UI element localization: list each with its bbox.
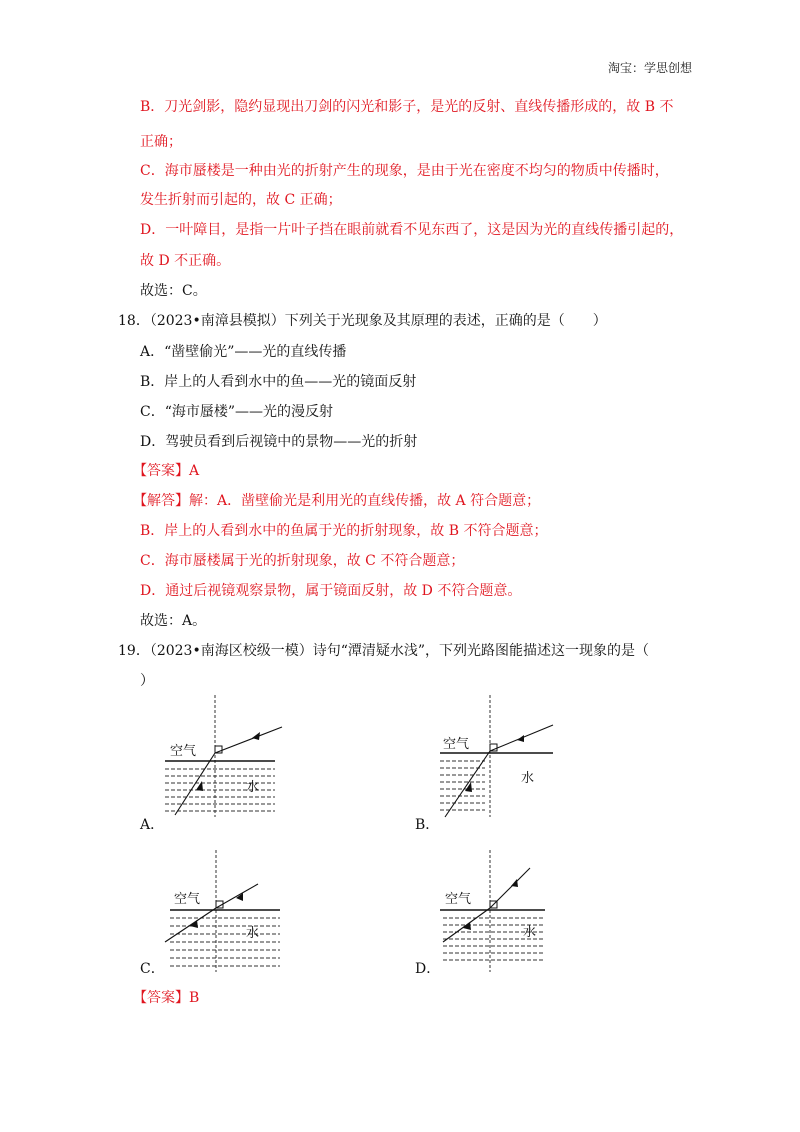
q19-stem: 19．（2023•南海区校级一模）诗句“潭清疑水浅”，下列光路图能描述这一现象的是（ <box>118 643 650 659</box>
q18-option-a: A．“凿壁偷光”——光的直线传播 <box>140 344 347 360</box>
ray-water <box>165 908 216 942</box>
q18-analysis-d: D．通过后视镜观察景物，属于镜面反射，故 D 不符合题意。 <box>140 583 522 599</box>
q18-option-b: B．岸上的人看到水中的鱼——光的镜面反射 <box>140 374 417 390</box>
air-label: 空气 <box>170 744 197 759</box>
q18-answer: 【答案】A <box>133 463 200 479</box>
water-lines <box>170 918 280 966</box>
solution-line-b2: 正确； <box>140 134 182 150</box>
q19-answer: 【答案】B <box>133 990 200 1006</box>
diagram-c <box>160 850 290 975</box>
solution-line-b1: B．刀光剑影，隐约显现出刀剑的闪光和影子，是光的反射、直线传播形成的，故 B 不 <box>140 99 674 115</box>
diagram-d <box>435 850 565 975</box>
water-label: 水 <box>523 925 537 940</box>
solution-line-c2: 发生折射而引起的，故 C 正确； <box>140 192 342 208</box>
page-header: 淘宝：学思创想 <box>608 61 693 75</box>
water-label: 水 <box>521 771 535 786</box>
diagram-c-label: C． <box>140 961 165 977</box>
solution-line-d2: 故 D 不正确。 <box>140 253 231 269</box>
q18-analysis-c: C．海市蜃楼属于光的折射现象，故 C 不符合题意； <box>140 553 465 569</box>
ray-air <box>215 727 282 753</box>
ray-water <box>175 753 215 815</box>
diagram-b <box>435 695 565 820</box>
solution-choice: 故选：C。 <box>140 283 207 299</box>
arrow-icon <box>517 735 524 742</box>
q19-stem-end: ） <box>140 673 154 689</box>
q18-choice: 故选：A。 <box>140 613 207 629</box>
q18-option-d: D．驾驶员看到后视镜中的景物——光的折射 <box>140 434 418 450</box>
arrow-icon <box>511 879 518 887</box>
ray-air <box>490 868 530 908</box>
q18-stem: 18．（2023•南漳县模拟）下列关于光现象及其原理的表述，正确的是（ ） <box>118 313 607 329</box>
water-label: 水 <box>246 926 260 941</box>
arrow-icon <box>252 732 260 740</box>
q18-analysis-b: B．岸上的人看到水中的鱼属于光的折射现象，故 B 不符合题意； <box>140 523 548 539</box>
q18-option-c: C．“海市蜃楼”——光的漫反射 <box>140 404 334 420</box>
solution-line-c1: C．海市蜃楼是一种由光的折射产生的现象，是由于光在密度不均匀的物质中传播时， <box>140 163 669 179</box>
diagram-a <box>160 695 290 820</box>
water-label: 水 <box>246 780 260 795</box>
q18-analysis-a: 【解答】解：A．凿壁偷光是利用光的直线传播，故 A 符合题意； <box>133 493 541 509</box>
diagram-d-label: D． <box>415 961 441 977</box>
diagram-b-label: B． <box>415 817 440 833</box>
solution-line-d1: D．一叶障目，是指一片叶子挡在眼前就看不见东西了，这是因为光的直线传播引起的， <box>140 222 684 238</box>
air-label: 空气 <box>445 892 472 907</box>
ray-air <box>216 884 258 908</box>
air-label: 空气 <box>174 892 201 907</box>
air-label: 空气 <box>443 737 470 752</box>
diagram-a-label: A． <box>140 817 165 833</box>
